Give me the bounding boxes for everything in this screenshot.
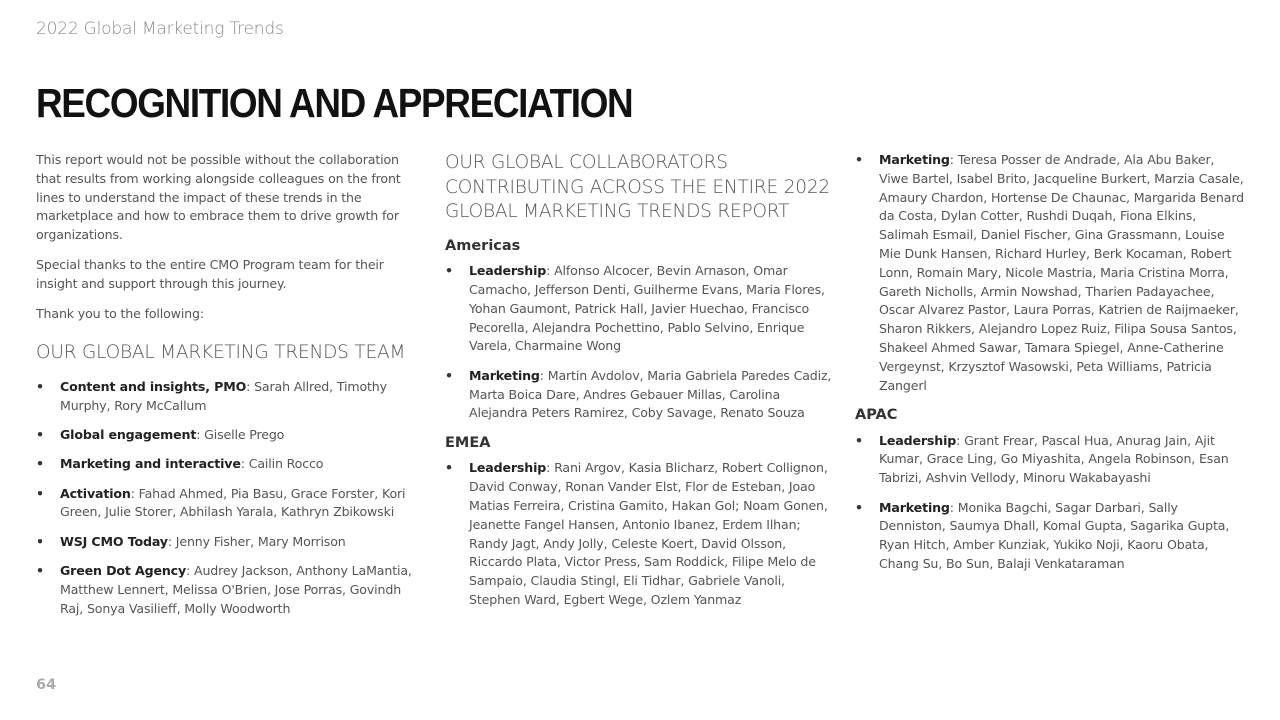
collaborators-heading: OUR GLOBAL COLLABORATORS CONTRIBUTING ACROSS THE ENTIRE 2022 GLOBAL MARKETING TRENDS REPORT [445,152,830,222]
intro-paragraph: Special thanks to the entire CMO Program team for their insight and support through this journey. [36,256,384,291]
apac-list-item [855,432,1245,488]
region-heading-emea: EMEA [445,434,491,451]
item-names: : Jenny Fisher, Mary Morrison [167,533,346,549]
team-list-item [36,455,421,474]
item-label: Marketing and interactive [60,456,241,472]
team-list-item [36,533,421,552]
item-label: Green Dot Agency [60,562,187,578]
intro-column [36,151,421,629]
team-list-item [36,378,421,416]
item-names: : Alfonso Alcocer, Bevin Arnason, Omar Camacho, Jefferson Denti, Guilherme Evans, Maria Flores, Yohan Gaumont, Patrick Hall, Javier Huechao, Francisco Pecorella, Alejandra Pochettino, Pablo Selvino, Enrique Varela, Charmaine Wong [469,263,825,354]
item-label: Marketing [469,367,540,383]
bullet-icon: • [855,432,863,448]
bullet-icon: • [36,426,44,442]
item-names: : Cailin Rocco [240,456,324,472]
bullet-icon: • [36,533,44,549]
item-label: Activation [60,485,131,501]
item-names: : Audrey Jackson, Anthony LaMantia, Matthew Lennert, Melissa O'Brien, Jose Porras, Govindh Raj, Sonya Vasilieff, Molly Woodworth [60,562,412,616]
item-label: Content and insights, PMO [60,378,247,394]
region-heading-apac: APAC [855,406,898,423]
bullet-icon: • [445,367,453,383]
bullet-icon: • [36,456,44,472]
team-list-item [36,562,421,618]
emea-list-item [445,459,837,609]
item-label: Leadership [469,263,547,279]
report-title: 2022 Global Marketing Trends [36,19,284,39]
americas-list-item [445,367,837,423]
item-names: : Grant Frear, Pascal Hua, Anurag Jain, Ajit Kumar, Grace Ling, Go Miyashita, Angela Robinson, Esan Tabrizi, Ashvin Vellody, Minoru Wakabayashi [879,432,1229,486]
item-names: : Giselle Prego [196,426,285,442]
bullet-icon: • [445,460,453,476]
item-names: : Rani Argov, Kasia Blicharz, Robert Collignon, David Conway, Ronan Vander Elst, Flor de Esteban, Joao Matias Ferreira, Cristina Gamito, Hakan Gol; Noam Gonen, Jeanette Fangel Hansen, Antonio Ibanez, Erdem Ilhan; Randy Jagt, Andy Jolly, Celeste Koert, David Olsson, Riccardo Plata, Victor Press, Sam Roddick, Filipe Melo de Sampaio, Claudia Stingl, Eli Tidhar, Gabriele Vanoli, Stephen Ward, Egbert Wege, Ozlem Yanmaz [469,460,828,608]
item-label: Leadership [879,432,957,448]
emea-list-item [855,151,1245,395]
intro-paragraph: This report would not be possible without the collaboration that results from working alongside colleagues on the front lines to understand the impact of these trends in the marketplace and how to embrace them to drive growth for organizations. [36,152,401,243]
item-label: Marketing [879,499,950,515]
collaborators-column-continued [855,151,1245,584]
region-heading-americas: Americas [445,237,521,254]
item-names: : Teresa Posser de Andrade, Ala Abu Baker, Viwe Bartel, Isabel Brito, Jacqueline Burkert, Marzia Casale, Amaury Chardon, Hortense De Chaunac, Margarida Benard da Costa, Dylan Cotter, Rushdi Duqah, Fiona Elkins, Salimah Esmail, Daniel Fischer, Gina Grassmann, Louise Mie Dunk Hansen, Richard Hurley, Berk Kocaman, Robert Lonn, Romain Mary, Nicole Mastria, Maria Cristina Morra, Gareth Nicholls, Armin Nowshad, Tharien Padayachee, Oscar Alvarez Pastor, Laura Porras, Katrien de Raijmaeker, Sharon Rikkers, Alejandro Lopez Ruiz, Filipa Sousa Santos, Shakeel Ahmed Sawar, Tamara Spiegel, Anne-Catherine Vergeynst, Krzysztof Wasowski, Peta Williams, Patricia Zangerl [879,152,1244,393]
team-list-item [36,485,421,523]
americas-list [445,262,837,423]
collaborators-column [445,151,837,620]
bullet-icon: • [855,499,863,515]
americas-list-item [445,262,837,356]
bullet-icon: • [36,378,44,394]
intro-paragraph: Thank you to the following: [36,305,204,321]
item-label: WSJ CMO Today [60,533,168,549]
item-names: : Monika Bagchi, Sagar Darbari, Sally Denniston, Saumya Dhall, Komal Gupta, Sagarika Gupta, Ryan Hitch, Amber Kunziak, Yukiko Noji, Kaoru Obata, Chang Su, Bo Sun, Balaji Venkataraman [879,499,1230,571]
team-list-item [36,426,421,445]
apac-list-item [855,499,1245,574]
team-list [36,378,421,618]
page-number: 64 [36,677,57,693]
team-heading: OUR GLOBAL MARKETING TRENDS TEAM [36,342,406,364]
bullet-icon: • [36,485,44,501]
item-label: Marketing [879,152,950,167]
item-names: : Fahad Ahmed, Pia Basu, Grace Forster, Kori Green, Julie Storer, Abhilash Yarala, Kathryn Zbikowski [60,485,406,520]
emea-list-continued [855,151,1245,395]
item-label: Global engagement [60,426,197,442]
item-names: : Sarah Allred, Timothy Murphy, Rory McCallum [60,378,387,413]
bullet-icon: • [36,562,44,578]
apac-list [855,432,1245,574]
bullet-icon: • [445,263,453,279]
item-label: Leadership [469,460,547,476]
bullet-icon: • [855,152,863,167]
emea-list [445,459,837,609]
page-title: RECOGNITION AND APPRECIATION [36,80,633,126]
item-names: : Martin Avdolov, Maria Gabriela Paredes Cadiz, Marta Boica Dare, Andres Gebauer Millas, Carolina Alejandra Peters Ramirez, Coby Savage, Renato Souza [469,367,832,421]
